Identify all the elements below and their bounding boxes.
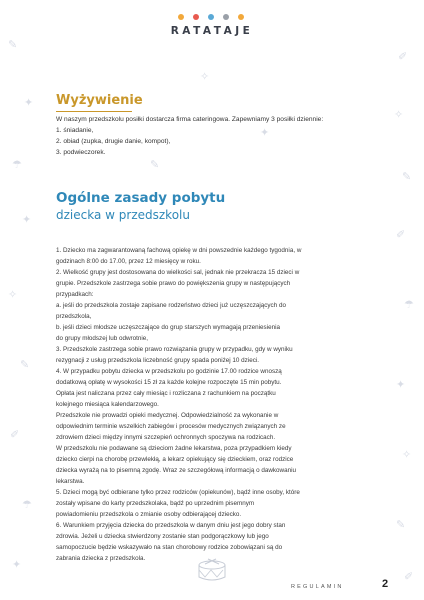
doodle-icon: ✎ — [8, 39, 18, 51]
rules-line: 1. Dziecko ma zagwarantowaną fachową opiekę w dni powszednie każdego tygodnia, w — [56, 247, 302, 254]
food-body — [56, 114, 396, 158]
food-line: 3. podwieczorek. — [56, 149, 106, 156]
rules-line: zdrowiem dzieci między innymi szczepień ochronnych spoczywa na rodzicach. — [56, 434, 276, 441]
brand-dot — [223, 14, 229, 20]
doodle-icon: ✐ — [398, 51, 408, 63]
footer-label: REGULAMIN — [291, 584, 344, 590]
doodle-icon: ✐ — [404, 571, 414, 583]
brand-dot — [238, 14, 244, 20]
rules-line: godzinach 8:00 do 17.00, przez 12 miesięcy w roku. — [56, 258, 201, 265]
rules-line: dodatkową opłatę w wysokości 15 zł za każde kolejne rozpoczęte 15 min pobytu. — [56, 379, 282, 386]
doodle-icon: ✦ — [22, 214, 32, 226]
doodle-icon: ✦ — [396, 379, 406, 391]
rules-line: dziecka wyrażą na to pisemną zgodę. Wraz ze szczegółową informacją o dawkowaniu — [56, 467, 296, 474]
rules-line: 6. Warunkiem przyjęcia dziecka do przedszkola w danym dniu jest jego dobry stan — [56, 522, 286, 529]
drum-icon — [196, 558, 228, 584]
rules-line: 3. Przedszkole zastrzega sobie prawo rozwiązania grupy w przypadku, gdy w wyniku — [56, 346, 293, 353]
doodle-icon: ✎ — [20, 359, 30, 371]
rules-line: Opłata jest naliczana przez cały miesiąc i rozliczana z rachunkiem na początku — [56, 390, 276, 397]
food-line: W naszym przedszkolu posiłki dostarcza firma cateringowa. Zapewniamy 3 posiłki dziennie: — [56, 116, 324, 123]
doodle-icon: ✐ — [396, 229, 406, 241]
food-line: 1. śniadanie, — [56, 127, 94, 134]
rules-line: odpowiednim terminie wszelkich zabiegów i procesów medycznych związanych ze — [56, 423, 286, 430]
brand-logo: RATATAJE — [170, 25, 254, 37]
rules-line: a. jeśli do przedszkola zostaje zapisane rodzeństwo dzieci już uczęszczających do — [56, 302, 286, 309]
rules-line: do grupy młodszej lub odwrotnie, — [56, 335, 149, 342]
page-number: 2 — [382, 578, 389, 590]
rules-line: lekarstwa. — [56, 478, 85, 485]
section-title-rules: Ogólne zasady pobytu — [56, 190, 226, 206]
doodle-icon: ✎ — [396, 519, 406, 531]
rules-line: powiadomieniu przedszkola o zmianie osoby odbierającej dziecko. — [56, 511, 242, 518]
rules-line: zabrania dziecka z przedszkola. — [56, 555, 146, 562]
brand-dots — [178, 14, 244, 20]
doodle-icon: ☂ — [22, 499, 32, 511]
doodle-icon: ✎ — [402, 171, 412, 183]
doodle-icon: ☂ — [404, 299, 414, 311]
brand-dot — [208, 14, 214, 20]
doodle-icon: ✧ — [394, 109, 404, 121]
doodle-icon: ☂ — [12, 159, 22, 171]
doodle-icon: ✦ — [12, 559, 22, 571]
doodle-icon: ✦ — [24, 97, 34, 109]
rules-line: zostały wpisane do karty przedszkolaka, bądź po uprzednim pisemnym — [56, 500, 255, 507]
rules-line: kolejnego miesiąca kalendarzowego. — [56, 401, 159, 408]
rules-line: dziecko cierpi na chorobę przewlekłą, a lekarz opiekujący się dzieckiem, oraz rodzice — [56, 456, 294, 463]
rules-line: grupie. Przedszkole zastrzega sobie prawo do powiększenia grupy w następujących — [56, 280, 291, 287]
rules-line: 5. Dzieci mogą być odbierane tylko przez rodziców (opiekunów), bądź inne osoby, które — [56, 489, 300, 496]
doodle-icon: ✎ — [150, 159, 160, 171]
brand-dot — [178, 14, 184, 20]
brand-dot — [193, 14, 199, 20]
rules-line: samopoczucie będzie wskazywało na stan chorobowy rodzice zobowiązani są do — [56, 544, 283, 551]
doodle-icon: ✧ — [200, 71, 210, 83]
rules-line: przypadkach: — [56, 291, 94, 298]
rules-line: rezygnacji z usług przedszkola liczebność grupy spada poniżej 10 dzieci. — [56, 357, 260, 364]
rules-line: W przedszkolu nie podawane są dzieciom żadne lekarstwa, poza przypadkiem kiedy — [56, 445, 292, 452]
section-title-food: Wyżywienie — [56, 93, 143, 108]
rules-body — [56, 245, 376, 564]
rules-line: 2. Wielkość grupy jest dostosowana do wielkości sal, jednak nie przekracza 15 dzieci w — [56, 269, 300, 276]
section-subtitle-rules: dziecka w przedszkolu — [56, 208, 190, 222]
food-line: 2. obiad (zupka, drugie danie, kompot), — [56, 138, 171, 145]
rules-line: b. jeśli dzieci młodsze uczęszczające do grup starszych wymagają przeniesienia — [56, 324, 280, 331]
doodle-icon: ✐ — [10, 429, 20, 441]
rules-line: przedszkola, — [56, 313, 92, 320]
rules-line: Przedszkole nie prowadzi opieki medycznej. Odpowiedzialność za wykonanie w — [56, 412, 279, 419]
rules-line: zdrowia. Jeżeli u dziecka stwierdzony zostanie stan podgorączkowy lub jego — [56, 533, 269, 540]
doodle-icon: ✧ — [402, 449, 412, 461]
rules-line: 4. W przypadku pobytu dziecka w przedszkolu po godzinie 17.00 rodzice wnoszą — [56, 368, 282, 375]
doodle-icon: ✦ — [260, 127, 270, 139]
doodle-icon: ✧ — [8, 289, 18, 301]
title-underline — [56, 111, 132, 112]
